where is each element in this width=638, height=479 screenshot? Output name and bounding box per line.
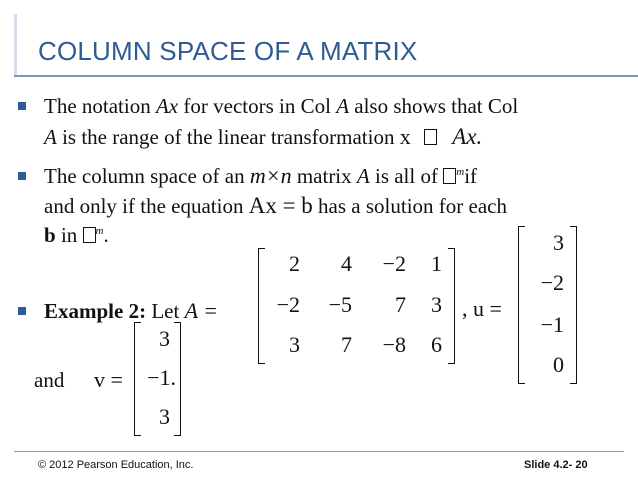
text-span: matrix [291,164,357,188]
matrix-cell: 2 [289,251,300,276]
text-span: and only if the equation [44,194,249,218]
text-span: also shows that Col [349,94,519,118]
vector-u-name: , u = [462,296,502,321]
bullet2-line1 [44,163,477,189]
matrix-cell: 3 [289,332,300,357]
matrix-cell: −8 [382,332,406,357]
vector-u [518,222,580,386]
text-span: A [336,94,350,118]
text-span: in [55,223,83,247]
matrix-cell: −2 [382,251,406,276]
matrix-cell: 4 [341,251,352,276]
bullet1-line2 [44,124,482,150]
bullet2-line3 [44,223,109,248]
vector-cell: 3 [553,230,564,255]
superscript: m [95,225,104,237]
vector-v [134,318,184,438]
bullet-icon [18,102,26,110]
vector-cell: −1. [147,365,176,390]
example-label-line [44,298,218,324]
matrix-cell: 1 [431,251,442,276]
missing-glyph-box [83,227,96,243]
text-span: A [44,125,57,149]
text-span: The notation [44,94,156,118]
missing-glyph-box [424,129,437,145]
matrix-a-name: A = [184,298,218,323]
superscript: m [456,166,465,178]
footer-divider [14,451,624,452]
vector-cell: −2 [540,270,564,295]
missing-glyph-box [443,168,456,184]
title-underline [14,75,638,77]
text-span: Ax [155,94,179,118]
text-span: The column space of an [44,164,250,188]
matrix-cell: 7 [341,332,352,357]
text-span: is the range of the linear transformation [56,125,400,149]
text-span: x [399,124,411,149]
text-span: Ax = b [248,193,313,218]
text-span: for vectors in Col [178,94,337,118]
text-span: if [464,164,478,188]
slide-title: COLUMN SPACE OF A MATRIX [38,36,418,66]
matrix-cell: −2 [276,292,300,317]
text-span: Ax. [452,124,483,149]
matrix-cell: −5 [328,292,352,317]
right-bracket [448,248,455,364]
example-label: Example 2: [44,299,147,323]
bullet2-line2 [44,193,507,219]
matrix-cell: 7 [395,292,406,317]
text-span: m×n [249,163,292,188]
vector-cell: 3 [159,326,170,351]
footer-slide-number: Slide 4.2- 20 [524,459,588,471]
vector-v-name: v = [94,367,123,392]
vector-cell: 3 [159,404,170,429]
and-text: and [34,368,65,392]
matrix-cell: 6 [431,332,442,357]
footer-copyright: © 2012 Pearson Education, Inc. [38,459,194,471]
bullet-icon [18,172,26,180]
text-span: . [103,223,109,247]
matrix-a [258,236,458,364]
vector-cell: 0 [553,352,564,377]
matrix-cell: 3 [431,292,442,317]
bullet-icon [18,307,26,315]
right-bracket [570,226,577,384]
text-span: A [356,164,370,188]
text-span: has a solution for each [312,194,507,218]
bullet1-line1 [44,94,518,119]
text-span: b [44,223,56,247]
text-span: is all of [369,164,444,188]
text-span: Let [146,299,185,323]
title-accent-bar [14,14,17,76]
vector-cell: −1 [540,312,564,337]
